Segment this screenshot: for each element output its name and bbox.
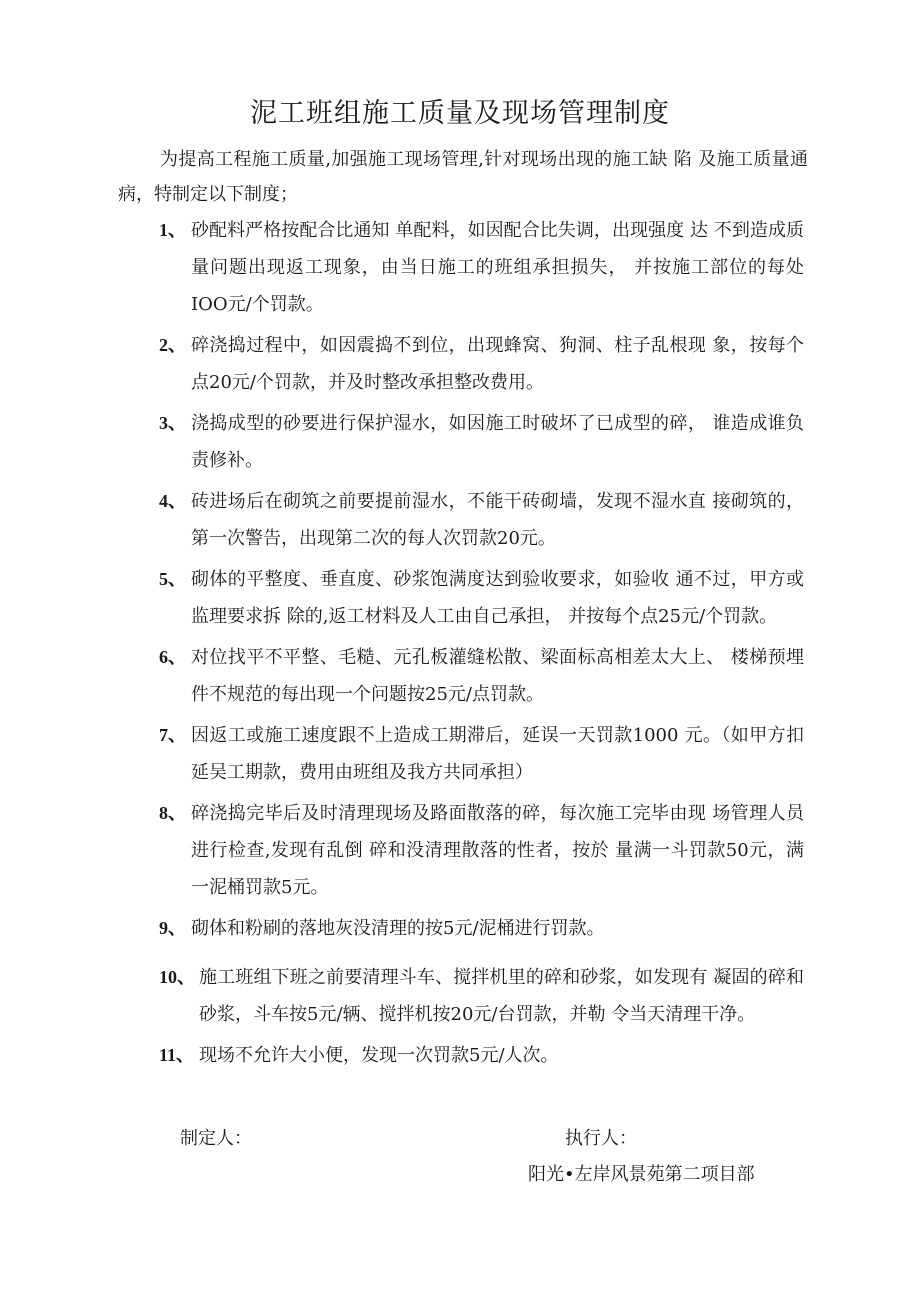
rule-text: 现场不允许大小便，发现一次罚款5元/人次。 xyxy=(199,1045,559,1066)
rule-item-8 xyxy=(0,795,920,906)
rule-number: 8、 xyxy=(159,803,186,823)
rule-item-9 xyxy=(0,910,920,947)
rule-number: 5、 xyxy=(159,569,186,589)
rule-number: 4、 xyxy=(159,491,186,511)
intro-paragraph: 为提高工程施工质量,加强施工现场管理,针对现场出现的施工缺 陷 及施工质量通病，特制定以下制度； xyxy=(118,149,808,205)
rule-item-6 xyxy=(0,639,920,713)
rule-number: 10、 xyxy=(159,967,195,987)
rule-number: 6、 xyxy=(159,647,186,667)
rule-text: 对位找平不平整、毛糙、元孔板灌缝松散、梁面标高相差太大上、 楼梯预埋件不规范的每出现一个问题按25元/点罚款。 xyxy=(191,647,804,705)
maker-label: 制定人： xyxy=(180,1128,252,1149)
rule-item-10 xyxy=(0,959,920,1033)
signature-row xyxy=(0,1124,920,1154)
document-title: 泥工班组施工质量及现场管理制度 xyxy=(250,98,670,129)
rule-number: 7、 xyxy=(159,725,186,745)
rules-list xyxy=(0,212,920,1074)
rule-text: 施工班组下班之前要清理斗车、搅拌机里的碎和砂浆，如发现有 凝固的碎和砂浆，斗车按5元/辆、搅拌机按20元/台罚款，并勒 令当天清理干净。 xyxy=(199,967,804,1025)
organization-name: 阳光•左岸风景苑第二项目部 xyxy=(528,1164,755,1185)
rule-item-11 xyxy=(0,1037,920,1074)
rule-number: 9、 xyxy=(159,918,186,938)
rule-number: 1、 xyxy=(159,220,186,240)
rule-item-5 xyxy=(0,561,920,635)
executor-label: 执行人： xyxy=(565,1128,637,1149)
rule-text: 砖进场后在砌筑之前要提前湿水，不能干砖砌墙，发现不湿水直 接砌筑的，第一次警告，出现第二次的每人次罚款20元。 xyxy=(191,491,804,549)
rule-number: 11、 xyxy=(159,1045,195,1065)
rule-item-1 xyxy=(0,212,920,323)
rule-item-7 xyxy=(0,717,920,791)
rule-item-4 xyxy=(0,483,920,557)
rule-text: 砌体和粉刷的落地灰没清理的按5元/泥桶进行罚款。 xyxy=(191,918,605,939)
rule-text: 碎浇捣完毕后及时清理现场及路面散落的碎，每次施工完毕由现 场管理人员进行检查,发现有乱倒 碎和没清理散落的性者，按於 量满一斗罚款50元，满一泥桶罚款5元。 xyxy=(191,803,804,898)
rule-number: 3、 xyxy=(159,413,186,433)
rule-item-2 xyxy=(0,327,920,401)
rule-text: 碎浇捣过程中，如因震捣不到位，出现蜂窝、狗洞、柱子乱根现 象，按每个点20元/个罚款，并及时整改承担整改费用。 xyxy=(191,335,804,393)
rule-text: 砌体的平整度、垂直度、砂浆饱满度达到验收要求，如验收 通不过，甲方或监理要求拆 除的,返工材料及人工由自己承担， 并按每个点25元/个罚款。 xyxy=(191,569,804,627)
rule-text: 浇捣成型的砂要进行保护湿水，如因施工时破坏了已成型的碎， 谁造成谁负责修补。 xyxy=(191,413,804,471)
rule-number: 2、 xyxy=(159,335,186,355)
rule-text: 因返工或施工速度跟不上造成工期滞后，延误一天罚款1000 元。（如甲方扣延吴工期款，费用由班组及我方共同承担） xyxy=(191,725,804,783)
rule-text: 砂配料严格按配合比通知 单配料，如因配合比失调，出现强度 达 不到造成质量问题出现返工现象，由当日施工的班组承担损失， 并按施工部位的每处IOO元/个罚款。 xyxy=(191,220,804,315)
rule-item-3 xyxy=(0,405,920,479)
